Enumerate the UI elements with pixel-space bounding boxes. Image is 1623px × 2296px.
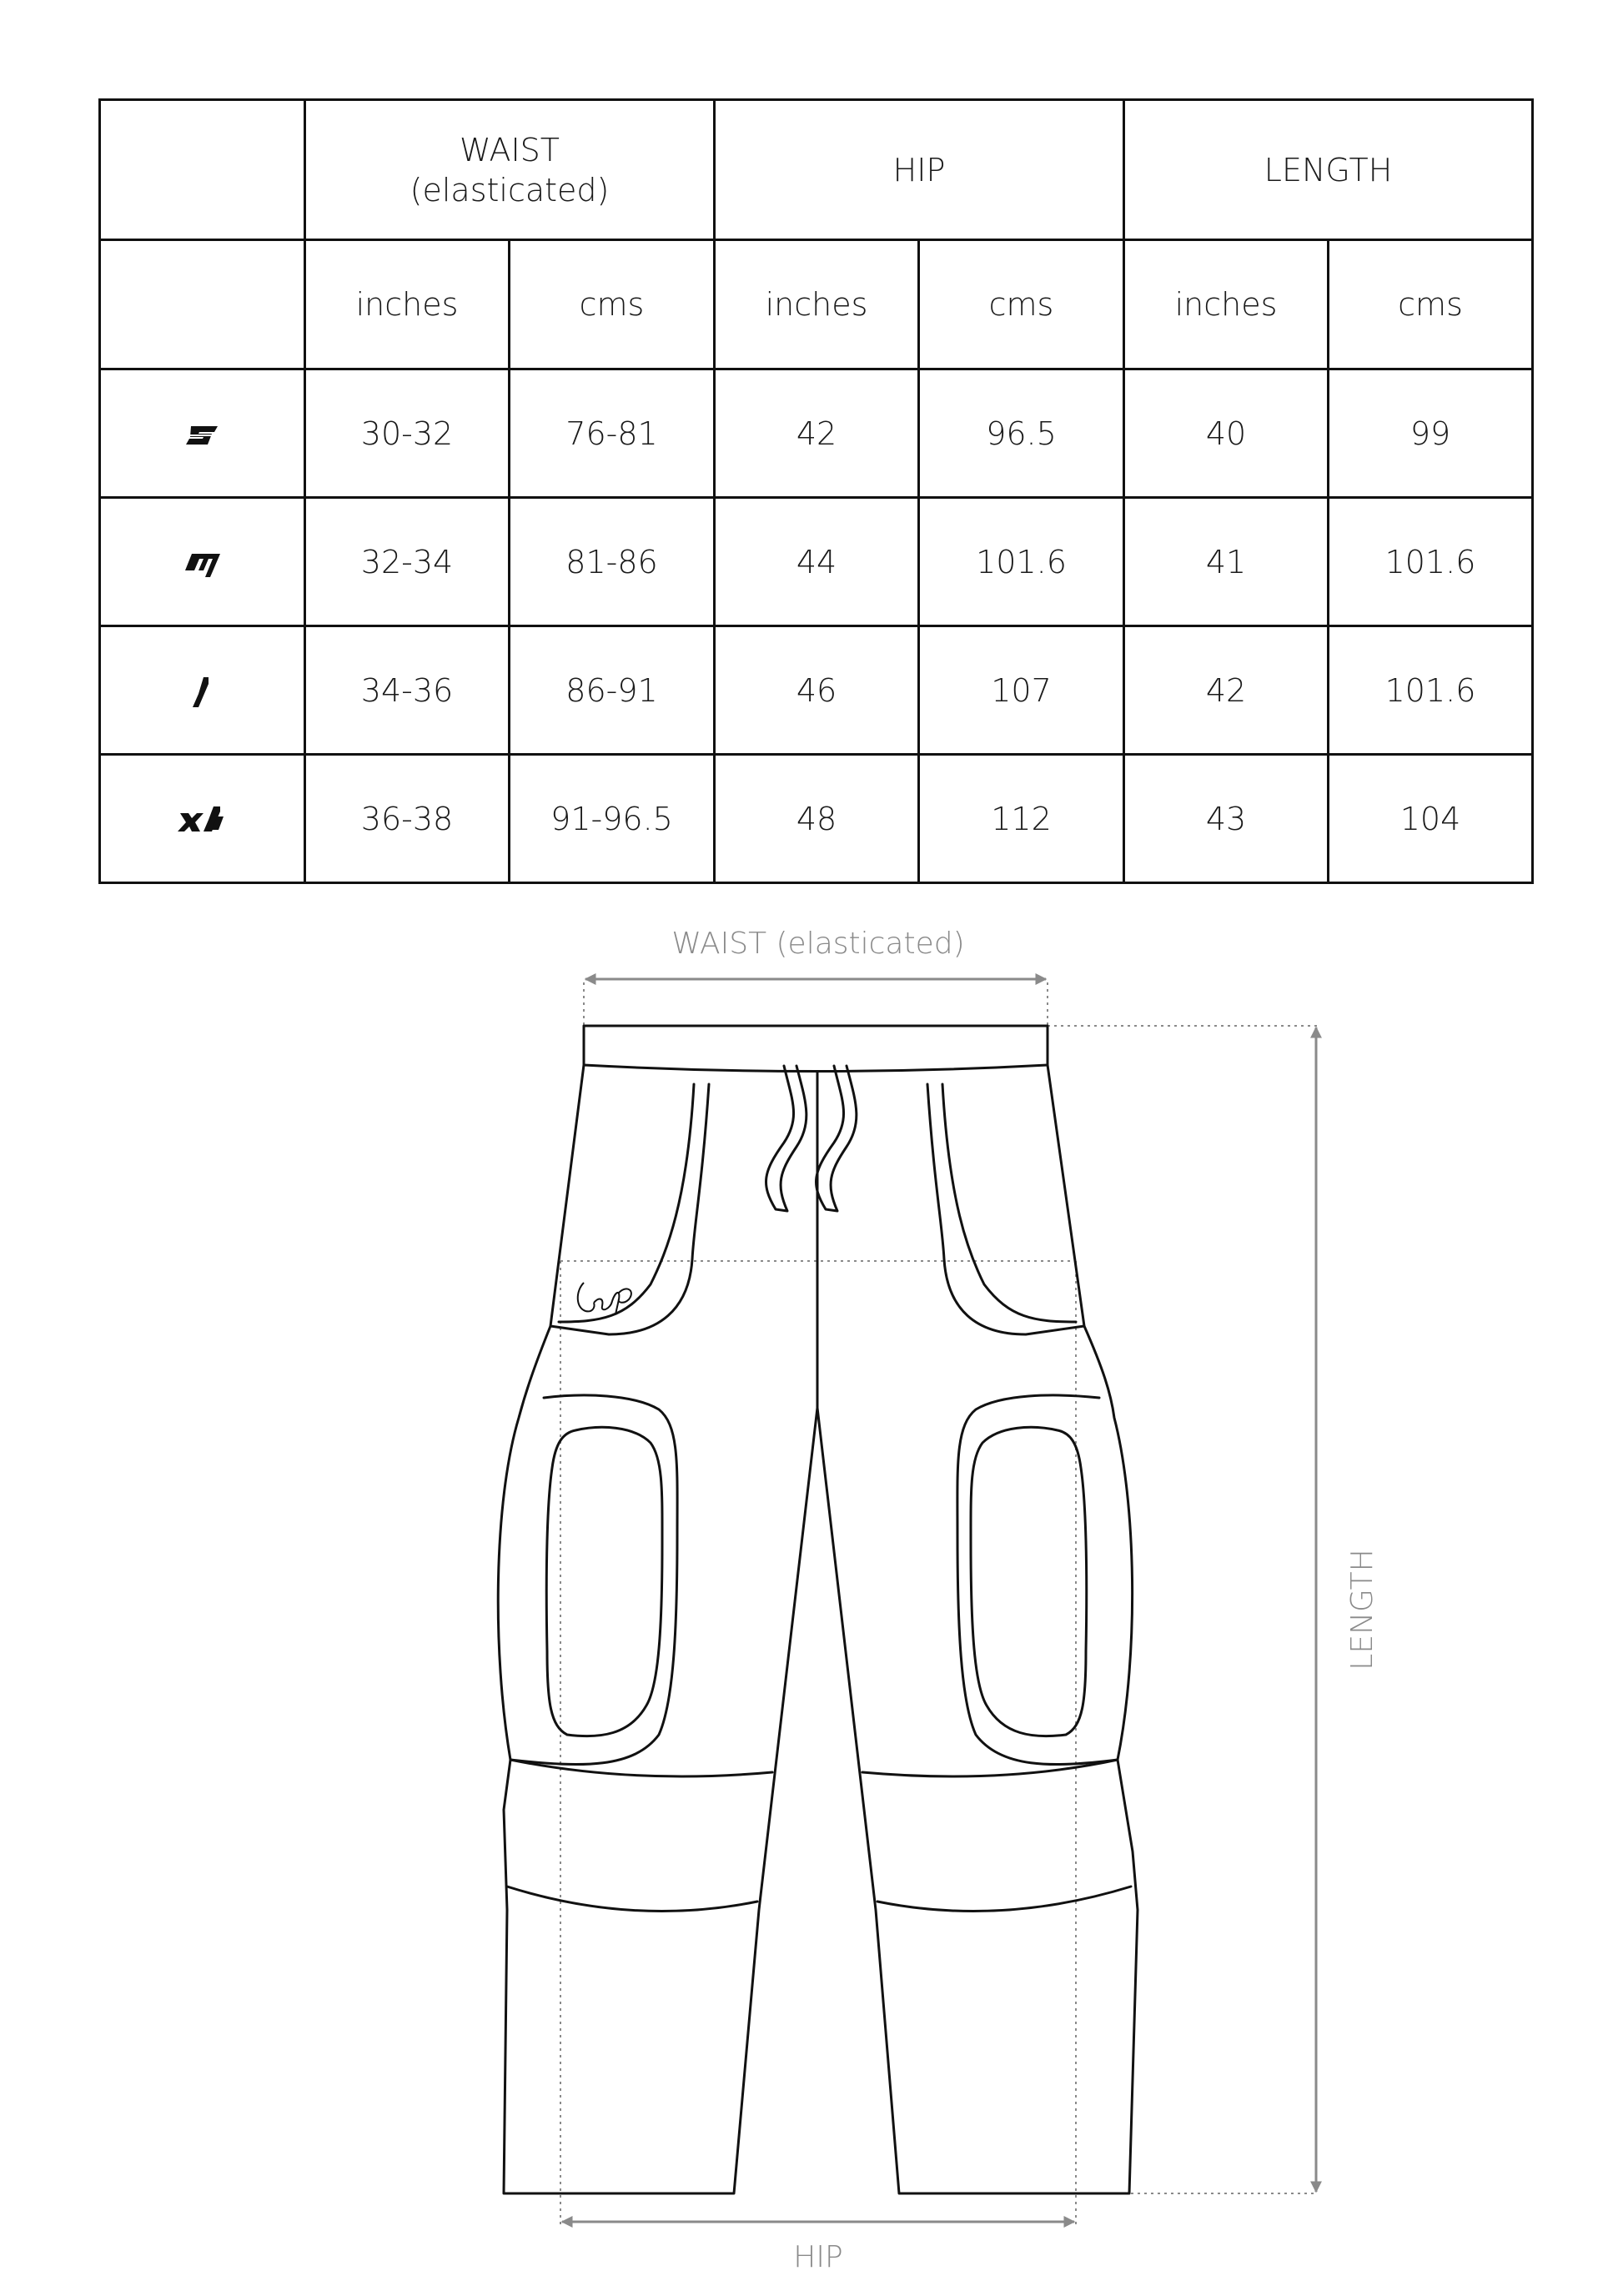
- dimension-guides: [560, 982, 1318, 2225]
- group-header-length: [1124, 100, 1533, 240]
- size-xl-logo-icon: [177, 805, 229, 837]
- group-header-waist: [305, 100, 715, 240]
- table-row: [100, 369, 1533, 498]
- value-cell: 86-91: [510, 626, 715, 755]
- corner-cell: [100, 240, 305, 369]
- length-label: LENGTH: [1345, 1549, 1379, 1671]
- value-cell: 34-36: [305, 626, 510, 755]
- size-s-logo-icon: [184, 425, 221, 446]
- table-row: [100, 626, 1533, 755]
- pants-diagram: [0, 909, 1623, 2296]
- value-cell: 107: [919, 626, 1124, 755]
- corner-cell: [100, 100, 305, 240]
- value-cell: 42: [1124, 626, 1329, 755]
- unit-header: inches: [1124, 240, 1329, 369]
- value-cell: 30-32: [305, 369, 510, 498]
- value-cell: 48: [715, 755, 919, 883]
- hip-label: HIP: [793, 2240, 843, 2274]
- value-cell: 42: [715, 369, 919, 498]
- group-title: HIP: [892, 151, 946, 188]
- group-title: LENGTH: [1264, 151, 1393, 188]
- value-cell: 46: [715, 626, 919, 755]
- pants-outline: [498, 1026, 1138, 2193]
- value-cell: 81-86: [510, 498, 715, 626]
- unit-header: inches: [715, 240, 919, 369]
- value-cell: 104: [1329, 755, 1533, 883]
- unit-header: cms: [1329, 240, 1533, 369]
- size-m-logo-icon: [182, 549, 224, 579]
- value-cell: 76-81: [510, 369, 715, 498]
- value-cell: 41: [1124, 498, 1329, 626]
- value-cell: 91-96.5: [510, 755, 715, 883]
- group-header-hip: [715, 100, 1124, 240]
- size-cell-xl: [100, 755, 305, 883]
- unit-header: cms: [919, 240, 1124, 369]
- value-cell: 99: [1329, 369, 1533, 498]
- size-cell-m: [100, 498, 305, 626]
- unit-header: cms: [510, 240, 715, 369]
- value-cell: 43: [1124, 755, 1329, 883]
- table-units-row: [100, 240, 1533, 369]
- waist-label: WAIST (elasticated): [671, 927, 965, 961]
- group-subtitle: (elasticated): [410, 171, 610, 208]
- value-cell: 40: [1124, 369, 1329, 498]
- group-title: WAIST: [459, 131, 560, 168]
- size-chart-table: [98, 98, 1534, 884]
- size-l-logo-icon: [190, 676, 215, 709]
- value-cell: 96.5: [919, 369, 1124, 498]
- value-cell: 36-38: [305, 755, 510, 883]
- table-header-row: [100, 100, 1533, 240]
- size-cell-s: [100, 369, 305, 498]
- value-cell: 101.6: [919, 498, 1124, 626]
- value-cell: 32-34: [305, 498, 510, 626]
- value-cell: 44: [715, 498, 919, 626]
- value-cell: 101.6: [1329, 498, 1533, 626]
- value-cell: 112: [919, 755, 1124, 883]
- table-row: [100, 755, 1533, 883]
- unit-header: inches: [305, 240, 510, 369]
- table-row: [100, 498, 1533, 626]
- value-cell: 101.6: [1329, 626, 1533, 755]
- size-cell-l: [100, 626, 305, 755]
